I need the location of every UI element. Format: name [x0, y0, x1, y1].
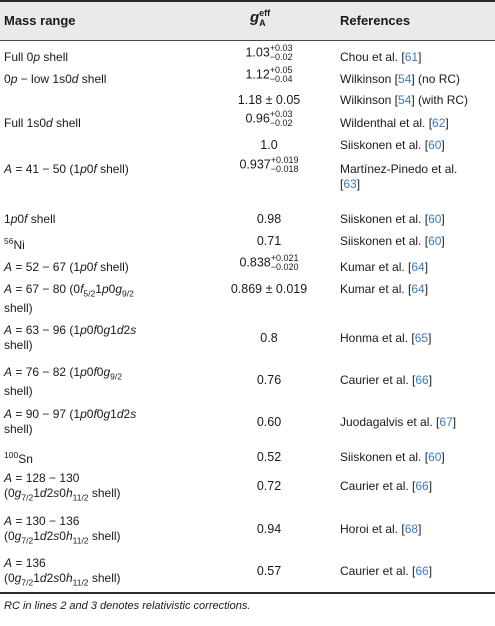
citation-link[interactable]: 68	[404, 522, 419, 536]
g-eff-value: 0.71	[256, 234, 282, 248]
g-eff-value: 0.96 +0.03 −0.02	[245, 109, 293, 128]
table-footnote: RC in lines 2 and 3 denotes relativistic corrections.	[4, 600, 251, 612]
mass-range-cell: A = 136 ($0g_{7/2}1d2s0h_{11/2}$ shell)	[4, 556, 121, 588]
header-references: References	[340, 13, 411, 28]
citation-link[interactable]: 60	[428, 212, 442, 226]
reference-cell: Siiskonen et al. [60]	[340, 234, 445, 248]
mass-range-cell: A = 130 − 136 ($0g_{7/2}1d2s0h_{11/2}$ shell)	[4, 514, 121, 546]
citation-link[interactable]: 66	[415, 373, 429, 387]
citation-link[interactable]: 64	[411, 282, 425, 296]
reference-cell: Wilkinson [54] (no RC)	[340, 72, 461, 86]
mass-range-cell: A = 41 − 50 (1p0f shell)	[4, 162, 129, 176]
g-eff-value: 0.72	[256, 479, 282, 493]
reference-cell: Horoi et al. [68]	[340, 522, 422, 536]
citation-link[interactable]: 64	[411, 260, 425, 274]
reference-cell: Siiskonen et al. [60]	[340, 138, 445, 152]
g-eff-value: 0.869 ± 0.019	[230, 282, 308, 296]
reference-cell: Wildenthal et al. [62]	[340, 116, 449, 130]
citation-link[interactable]: 54	[398, 72, 412, 86]
citation-link[interactable]: 66	[415, 479, 429, 493]
reference-cell: Martínez-Pinedo et al. [63]	[340, 162, 458, 191]
citation-link[interactable]: 54	[398, 93, 412, 107]
citation-link[interactable]: 66	[415, 564, 429, 578]
citation-link[interactable]: 61	[404, 50, 419, 64]
mass-range-cell: A = 128 − 130 ($0g_{7/2}1d2s0h_{11/2}$ shell)	[4, 471, 121, 503]
header-mass-range: Mass range	[4, 13, 76, 28]
g-eff-value: 0.57	[256, 564, 282, 578]
g-eff-value: 1.12 +0.05 −0.04	[245, 65, 293, 84]
reference-cell: Siiskonen et al. [60]	[340, 450, 445, 464]
g-eff-value: 0.937 +0.019 −0.018	[239, 155, 299, 174]
g-eff-value: 0.838 +0.021 −0.020	[239, 253, 299, 272]
header-g-sub: A	[259, 18, 266, 28]
header-g-eff	[250, 8, 270, 28]
g-eff-value: 0.76	[256, 373, 282, 387]
mass-range-cell: Full 0p shell	[4, 50, 69, 64]
g-eff-value: 1.0	[260, 138, 278, 152]
g-eff-value: 0.52	[256, 450, 282, 464]
mass-range-cell: A = 67 − 80 ($0f_{5/2}1p0g_{9/2}$ shell)	[4, 282, 134, 316]
mass-range-cell: 1p0f shell	[4, 212, 56, 226]
bottom-rule	[0, 592, 495, 594]
mass-range-cell: Full 1s0d shell	[4, 116, 81, 130]
mass-range-cell: A = 90 − 97 (1p0f0g1d2s shell)	[4, 407, 137, 436]
reference-cell: Kumar et al. [64]	[340, 282, 429, 296]
reference-cell: Caurier et al. [66]	[340, 373, 433, 387]
header-row	[0, 2, 495, 40]
mass-range-cell: $^{100}$Sn	[4, 450, 33, 466]
reference-cell: Honma et al. [65]	[340, 331, 432, 345]
citation-link[interactable]: 60	[428, 234, 442, 248]
mass-range-cell: A = 76 − 82 ($1p0f0g_{9/2}$ shell)	[4, 365, 122, 399]
g-eff-value: 0.94	[256, 522, 282, 536]
reference-cell: Juodagalvis et al. [67]	[340, 415, 457, 429]
citation-link[interactable]: 67	[439, 415, 453, 429]
mass-range-cell: A = 52 − 67 (1p0f shell)	[4, 260, 129, 274]
reference-cell: Caurier et al. [66]	[340, 564, 433, 578]
mass-range-cell: A = 63 − 96 (1p0f0g1d2s shell)	[4, 323, 137, 352]
citation-link[interactable]: 65	[414, 331, 429, 345]
g-eff-value: 0.98	[256, 212, 282, 226]
g-eff-value: 0.8	[260, 331, 278, 345]
mass-range-cell: $^{56}$Ni	[4, 236, 25, 252]
citation-link[interactable]: 62	[432, 116, 446, 130]
header-g-symbol: g	[250, 8, 260, 26]
reference-cell: Kumar et al. [64]	[340, 260, 429, 274]
g-eff-value: 1.18 ± 0.05	[237, 93, 301, 107]
reference-cell: Caurier et al. [66]	[340, 479, 433, 493]
reference-cell: Wilkinson [54] (with RC)	[340, 93, 469, 107]
reference-cell: Chou et al. [61]	[340, 50, 422, 64]
citation-link[interactable]: 60	[428, 138, 442, 152]
header-g-sup: eff	[259, 8, 271, 18]
g-eff-value: 0.60	[256, 415, 282, 429]
citation-link[interactable]: 60	[428, 450, 442, 464]
mass-range-cell: 0p − low 1s0d shell	[4, 72, 107, 86]
reference-cell: Siiskonen et al. [60]	[340, 212, 445, 226]
header-rule	[0, 40, 495, 41]
g-eff-value: 1.03 +0.03 −0.02	[245, 43, 293, 62]
citation-link[interactable]: 63	[343, 177, 357, 191]
